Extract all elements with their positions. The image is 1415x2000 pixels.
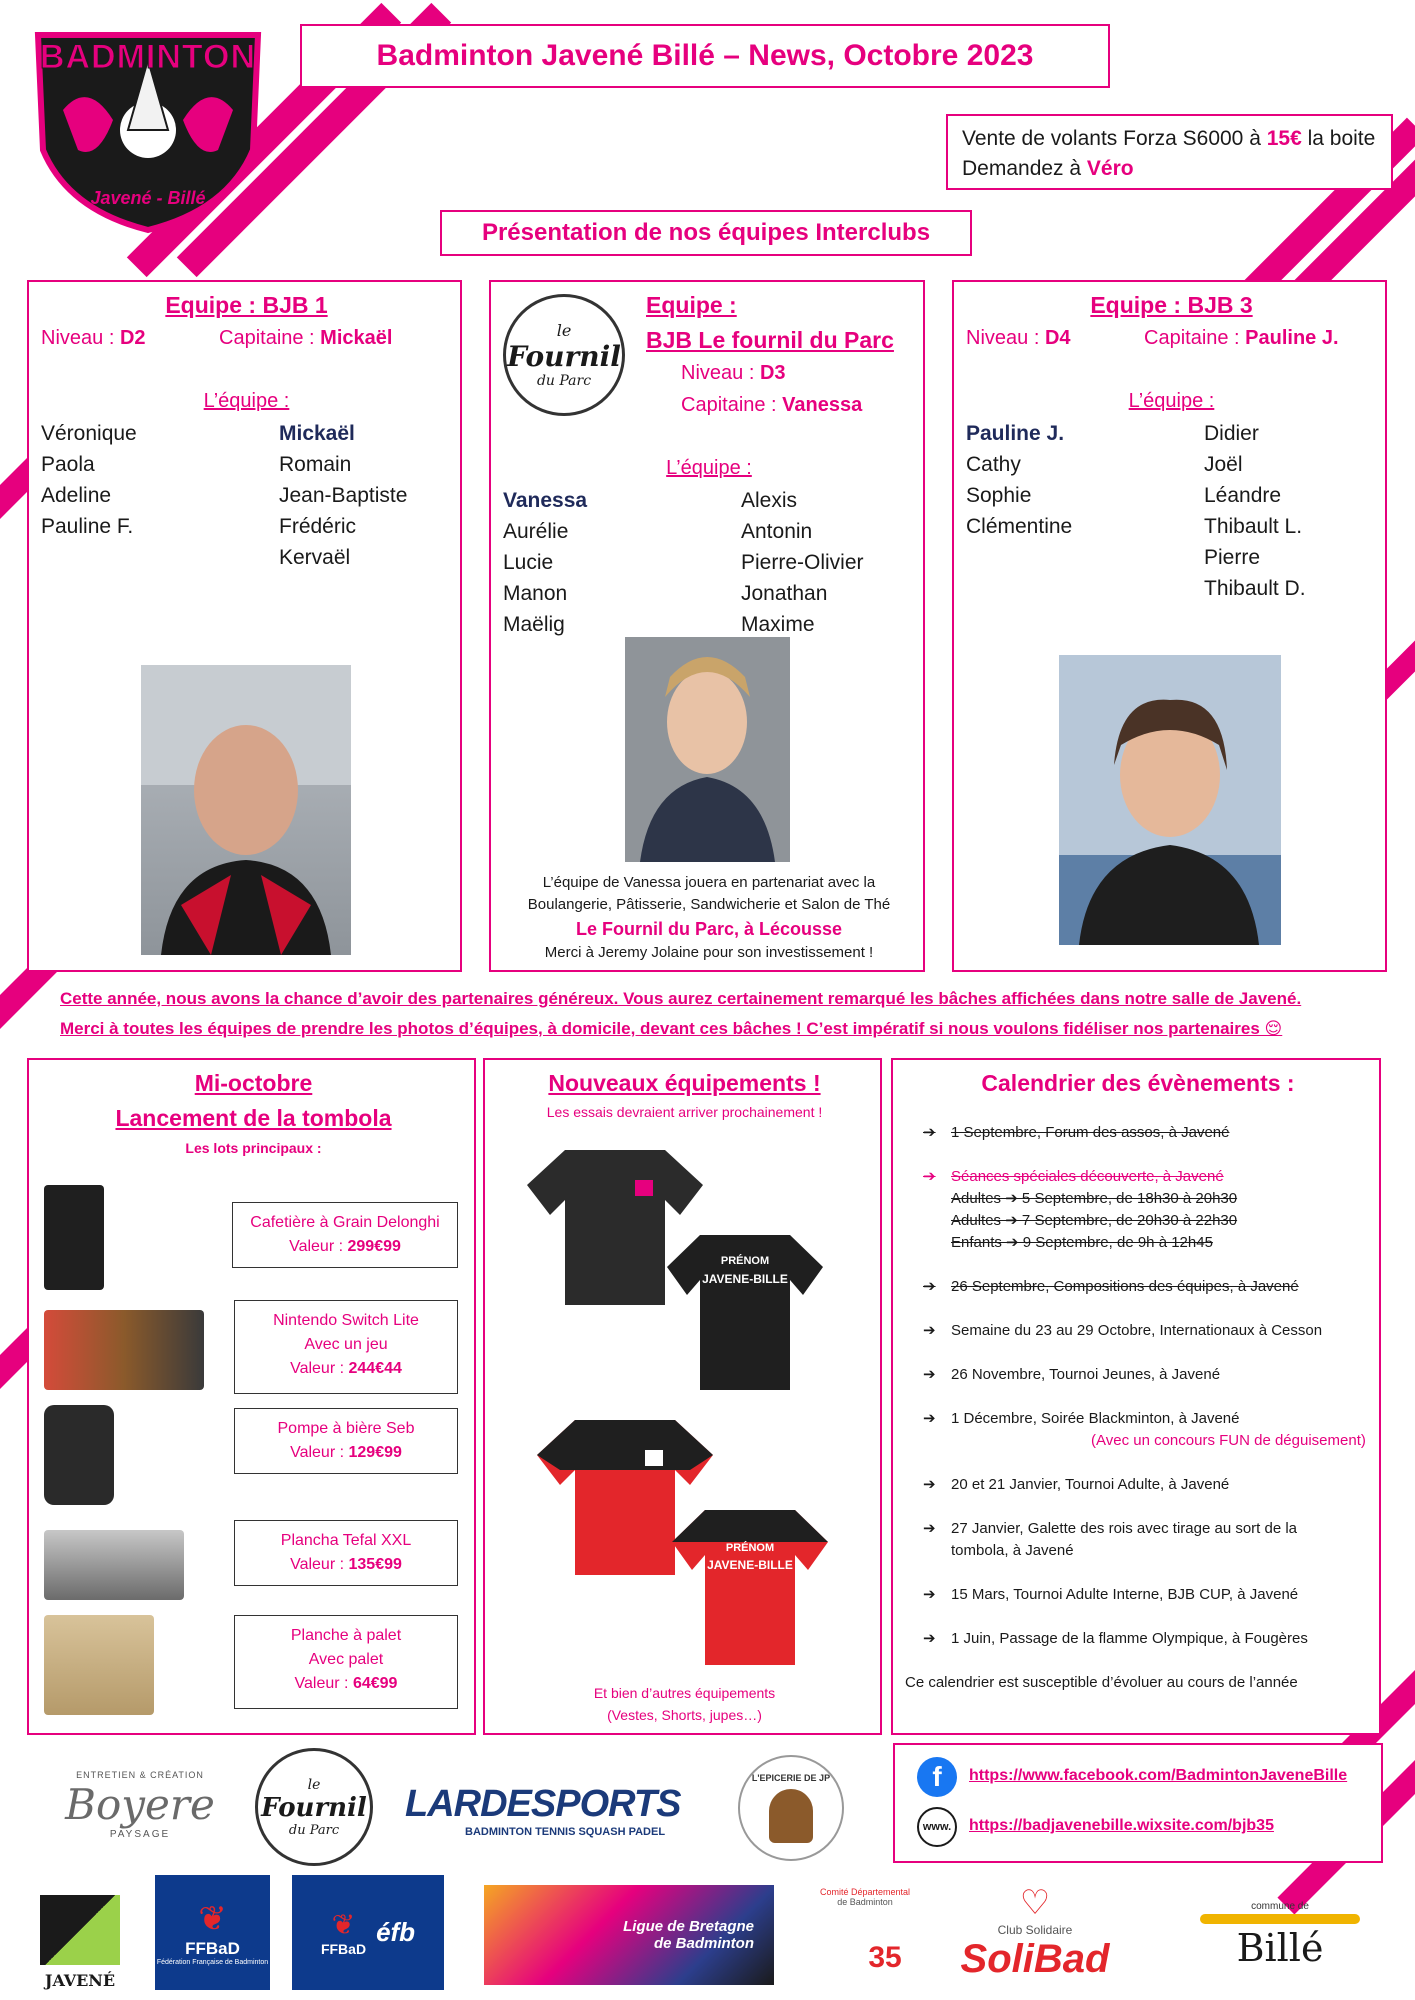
calendar-event: ➔ 26 Septembre, Compositions des équipes, à Javené — [923, 1278, 1299, 1295]
team-title-name: BJB Le fournil du Parc — [646, 327, 894, 353]
facebook-icon: f — [917, 1757, 957, 1797]
member: Manon — [503, 582, 568, 605]
beer-pump-image — [44, 1405, 114, 1505]
calendar-subevent: Adultes ➔ 5 Septembre, de 18h30 à 20h30 — [951, 1190, 1238, 1207]
team-members-label: L’équipe : — [666, 457, 752, 479]
member: Didier — [1204, 422, 1259, 445]
calendar-event: ➔ 1 Décembre, Soirée Blackminton, à Javené — [923, 1410, 1240, 1427]
team-niveau: Niveau : D3 — [681, 362, 786, 384]
ffbad-logo: ❦ FFBaD Fédération Française de Badminton — [155, 1875, 270, 1990]
member: Frédéric — [279, 515, 357, 538]
team-capitaine: Capitaine : Vanessa — [681, 394, 863, 416]
calendar-event-cont: tombola, à Javené — [951, 1542, 1074, 1559]
member: Jean-Baptiste — [279, 484, 408, 507]
team-members-label: L’équipe : — [1128, 390, 1215, 412]
captain-photo — [141, 665, 351, 955]
shirt-club: JAVENE-BILLE — [702, 1272, 788, 1286]
team-title: Equipe : — [646, 292, 737, 318]
plancha-image — [44, 1530, 184, 1600]
member-captain: Pauline J. — [966, 422, 1065, 445]
comite-logo: Comité Départemental de Badminton 35 — [819, 1886, 911, 1974]
black-shirt-back — [665, 1225, 825, 1395]
calendar-note: (Avec un concours FUN de déguisement) — [1091, 1432, 1366, 1449]
member: Thibault D. — [1204, 577, 1306, 600]
red-shirt-back — [670, 1500, 830, 1670]
calendar-event: ➔ 27 Janvier, Galette des rois avec tirage au sort de la — [923, 1520, 1298, 1537]
member: Alexis — [741, 489, 798, 512]
nintendo-switch-image — [44, 1310, 204, 1390]
team-niveau: Niveau : D2 — [41, 327, 146, 349]
promo-text: Demandez à — [962, 157, 1087, 180]
fournil-logo: le Fournil du Parc — [503, 294, 625, 416]
calendar-event: ➔ Semaine du 23 au 29 Octobre, Internationaux à Cesson — [923, 1322, 1323, 1339]
member: Clémentine — [966, 515, 1073, 538]
teams-section-title: Présentation de nos équipes Interclubs — [440, 210, 972, 256]
team-capitaine: Capitaine : Mickaël — [219, 327, 393, 349]
equipment-footer: Et bien d’autres équipements (Vestes, Shorts, jupes…) — [593, 1685, 776, 1723]
promo-contact: Véro — [1086, 157, 1134, 180]
promo-price: 15€ — [1266, 127, 1302, 150]
calendar-subevent: Enfants ➔ 9 Septembre, de 9h à 12h45 — [951, 1234, 1213, 1251]
partnership-caption: L’équipe de Vanessa jouera en partenariat avec la Boulangerie, Pâtisserie, Sandwicherie et Salon de Thé Le Fournil du Parc, à Lécousse Merci à Jeremy Jolaine pour son investissement ! — [527, 874, 891, 961]
palet-board-image — [44, 1615, 154, 1715]
calendar-event: ➔ Séances spéciales découverte, à Javené — [923, 1168, 1224, 1185]
fournil-logo-sponsor: le Fournil du Parc — [255, 1748, 373, 1866]
team-title: Equipe : BJB 3 — [1090, 292, 1253, 318]
equipment-card — [483, 1058, 882, 1735]
calendar-footer: Ce calendrier est susceptible d’évoluer au cours de l’année — [905, 1674, 1298, 1691]
member: Kervaël — [279, 546, 351, 569]
coffee-machine-image — [44, 1185, 104, 1290]
lot-item: Cafetière à Grain Delonghi Valeur : 299€99 — [232, 1202, 458, 1268]
tombola-card — [27, 1058, 476, 1735]
promo-box — [946, 114, 1393, 190]
team-bjb3-card — [952, 280, 1387, 972]
calendar-title: Calendrier des évènements : — [981, 1070, 1295, 1096]
tombola-subtitle: Les lots principaux : — [185, 1140, 322, 1156]
website-link[interactable]: https://badjavenebille.wixsite.com/bjb35 — [969, 1817, 1274, 1834]
member: Léandre — [1204, 484, 1282, 507]
shirt-name: PRÉNOM — [725, 1542, 775, 1554]
team-capitaine: Capitaine : Pauline J. — [1144, 327, 1339, 349]
member-captain: Vanessa — [503, 489, 588, 512]
lardesports-logo: LARDESPORTS BADMINTON TENNIS SQUASH PADEL — [405, 1782, 681, 1838]
member: Cathy — [966, 453, 1021, 476]
team-title: Equipe : BJB 1 — [165, 292, 328, 318]
boyere-logo: ENTRETIEN & CRÉATION Boyere PAYSAGE — [65, 1770, 215, 1840]
member-captain: Mickaël — [279, 422, 355, 445]
website-icon: www. — [917, 1807, 957, 1847]
lot-item: Planche à palet Avec palet Valeur : 64€99 — [234, 1615, 458, 1709]
team-bjb1-card — [27, 280, 462, 972]
solibad-logo: ♡ Club Solidaire SoliBad — [960, 1884, 1110, 1981]
promo-text: Vente de volants Forza S6000 à — [962, 127, 1267, 150]
facebook-link[interactable]: https://www.facebook.com/BadmintonJaveneBille — [969, 1767, 1348, 1784]
logo-title: BADMINTON — [39, 38, 257, 76]
member: Lucie — [503, 551, 554, 574]
epicerie-logo: L'EPICERIE DE JP — [738, 1755, 844, 1861]
links-card — [893, 1743, 1383, 1863]
bille-logo: commune de Billé — [1180, 1880, 1380, 1990]
shirt-name: PRÉNOM — [720, 1255, 770, 1267]
member: Pierre — [1204, 546, 1261, 569]
calendar-event: ➔ 1 Septembre, Forum des assos, à Javené — [923, 1124, 1230, 1141]
member: Véronique — [41, 422, 137, 445]
equipment-title: Nouveaux équipements ! — [548, 1070, 821, 1096]
calendar-event: ➔ 20 et 21 Janvier, Tournoi Adulte, à Javené — [923, 1476, 1230, 1493]
member: Thibault L. — [1204, 515, 1303, 538]
page-title: Badminton Javené Billé – News, Octobre 2023 — [300, 24, 1110, 88]
member: Romain — [279, 453, 352, 476]
captain-photo — [625, 637, 790, 862]
member: Maëlig — [503, 613, 565, 636]
member: Pauline F. — [41, 515, 134, 538]
lot-item: Pompe à bière Seb Valeur : 129€99 — [234, 1408, 458, 1474]
club-logo — [28, 20, 268, 235]
ligue-bretagne-logo: Ligue de Bretagne de Badminton — [484, 1885, 774, 1985]
team-members-col1 — [41, 418, 137, 542]
equipment-subtitle: Les essais devraient arriver prochainement ! — [546, 1104, 823, 1120]
calendar-subevent: Adultes ➔ 7 Septembre, de 20h30 à 22h30 — [951, 1212, 1238, 1229]
calendar-event: ➔ 15 Mars, Tournoi Adulte Interne, BJB CUP, à Javené — [923, 1586, 1299, 1603]
member: Joël — [1204, 453, 1243, 476]
team-members-col2 — [279, 418, 407, 573]
javene-logo: JAVENÉ — [30, 1875, 130, 1990]
team-niveau: Niveau : D4 — [966, 327, 1071, 349]
calendar-event: ➔ 1 Juin, Passage de la flamme Olympique, à Fougères — [923, 1630, 1308, 1647]
tombola-title: Mi-octobre — [194, 1070, 313, 1096]
member: Pierre-Olivier — [741, 551, 864, 574]
member: Aurélie — [503, 520, 569, 543]
lot-item: Plancha Tefal XXL Valeur : 135€99 — [234, 1520, 458, 1586]
partners-note: Cette année, nous avons la chance d’avoir des partenaires généreux. Vous aurez certainement remarqué les bâches affichées dans notre salle de Javené. Merci à toutes les équipes de prendre les photos d’équipes, à domicile, devant ces bâches ! C’est impératif si nous voulons fidéliser nos partenaires 😌 — [60, 989, 1302, 1038]
team-members-col2 — [741, 485, 864, 640]
promo-text: la boite — [1301, 127, 1376, 150]
lot-item: Nintendo Switch Lite Avec un jeu Valeur : 244€44 — [234, 1300, 458, 1394]
shirt-club: JAVENE-BILLE — [707, 1558, 793, 1572]
ffbad-efb-logo: ❦ FFBaD éfb — [292, 1875, 444, 1990]
team-members-col2 — [1204, 418, 1306, 604]
captain-photo — [1059, 655, 1281, 945]
member: Sophie — [966, 484, 1032, 507]
team-members-col1 — [503, 485, 587, 640]
member: Jonathan — [741, 582, 828, 605]
calendar-event: ➔ 26 Novembre, Tournoi Jeunes, à Javené — [923, 1366, 1221, 1383]
member: Adeline — [41, 484, 112, 507]
member: Antonin — [741, 520, 813, 543]
team-members-label: L’équipe : — [203, 390, 290, 412]
member: Maxime — [741, 613, 815, 636]
team-fournil-card — [489, 280, 925, 972]
team-members-col1 — [966, 418, 1072, 542]
tombola-title: Lancement de la tombola — [115, 1105, 392, 1131]
logo-subtitle: Javené - Billé — [90, 188, 206, 208]
member: Paola — [41, 453, 95, 476]
calendar-card — [891, 1058, 1381, 1735]
